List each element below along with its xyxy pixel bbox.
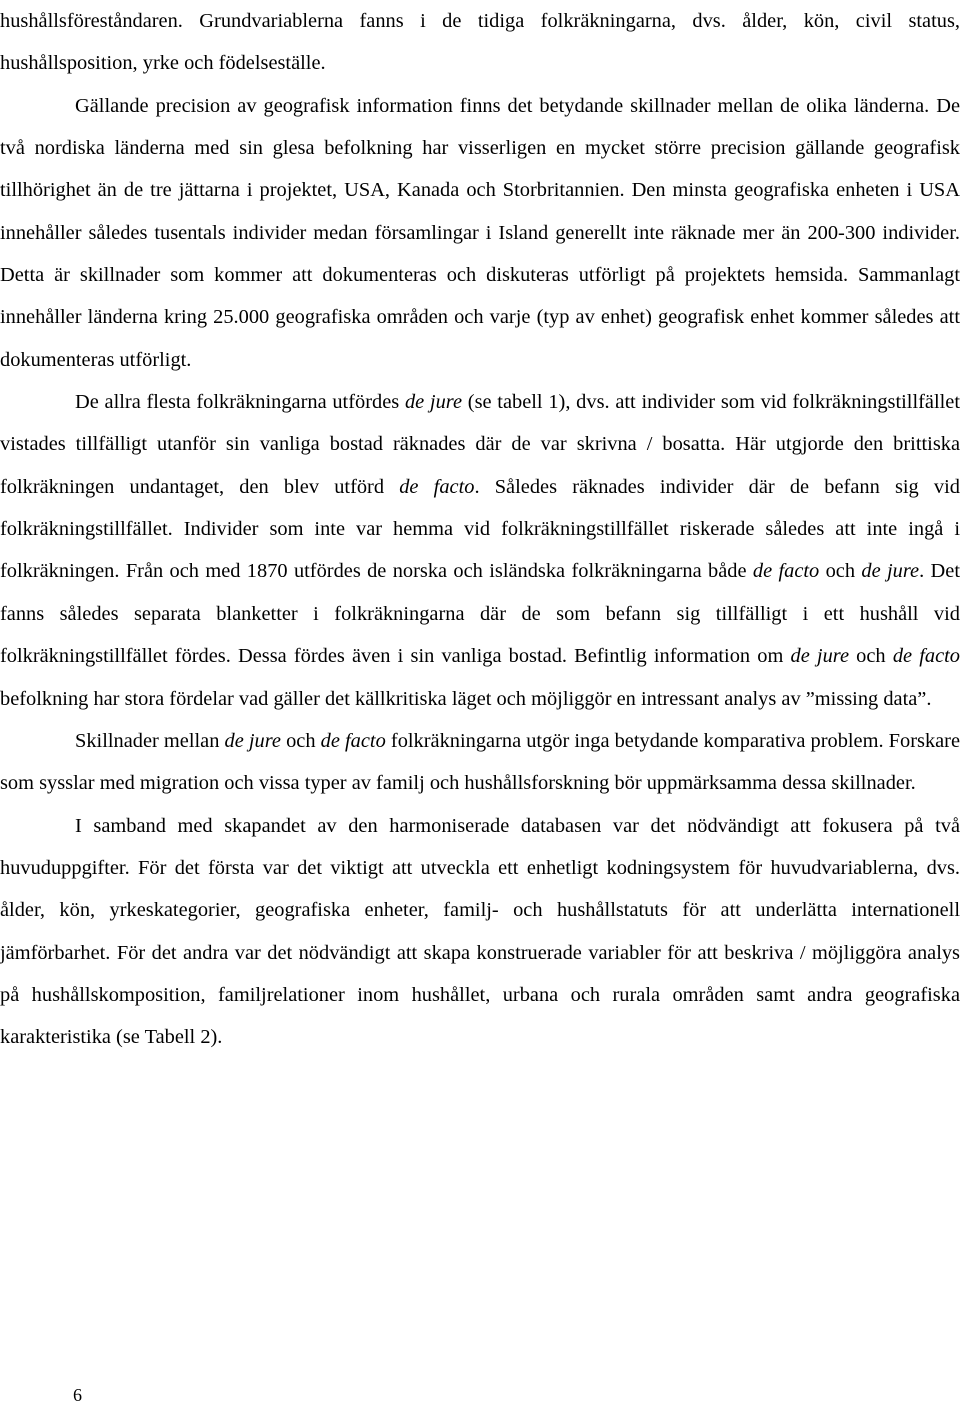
italic-term: de jure (404, 391, 463, 414)
page-number: 6 (73, 1385, 82, 1405)
text-run: befolkning har stora fördelar vad gäller det källkritiska läget och möjliggör en intressant analys av ”missing data”. (0, 687, 932, 710)
text-run: och (819, 560, 862, 583)
text-run: och (280, 729, 321, 752)
italic-term: de jure (224, 729, 281, 752)
paragraph-5 (0, 805, 960, 1059)
text-run: och (849, 645, 893, 668)
italic-term: de jure (790, 645, 850, 668)
paragraph-3 (0, 381, 960, 720)
text-run: hushållsföreståndaren. Grundvariablerna fanns i de tidiga folkräkningarna, dvs. ålder, kön, civil status, hushållsposition, yrke och födelseställe. (0, 10, 960, 75)
italic-term: de jure (861, 560, 920, 583)
text-run: . Det fanns således separata blanketter i folkräkningarna där de som befann sig tillfälligt i ett hushåll vid folkräkningstillfället fördes. Dessa fördes även i sin vanliga bostad. Befintlig information om (0, 560, 960, 668)
paragraph-2 (0, 85, 960, 381)
text-run: (se tabell 1), dvs. att individer som vid folkräkningstillfället vistades tillfälligt utanför sin vanliga bostad räknades där de var skrivna / bosatta. Här utgjorde den brittiska folkräkningen undantaget, den blev utförd (0, 391, 960, 498)
text-run: Gällande precision av geografisk information finns det betydande skillnader mellan de olika länderna. De två nordiska länderna med sin glesa befolkning har visserligen en mycket större precision gällande geografisk tillhörighet än de tre jättarna i projektet, USA, Kanada och Storbritannien. Den minsta geografiska enheten i USA innehåller således tusentals individer medan församlingar i Island generellt inte räknade mer än 200-300 individer. Detta är skillnader som kommer att dokumenteras och diskuteras utförligt på projektets hemsida. Sammanlagt innehåller länderna kring 25.000 geografiska områden och varje (typ av enhet) geografisk enhet kommer således att dokumenteras utförligt. (0, 94, 960, 371)
italic-term: de facto (752, 560, 820, 583)
text-run: De allra flesta folkräkningarna utfördes (75, 391, 405, 414)
paragraph-4 (0, 720, 960, 805)
text-run: Skillnader mellan (75, 729, 225, 752)
text-run: I samband med skapandet av den harmoniserade databasen var det nödvändigt att fokusera på två huvuduppgifter. För det första var det viktigt att utveckla ett enhetligt kodningsystem för huvudvariablerna, dvs. ålder, kön, yrkeskategorier, geografiska enheter, familj- och hushållstatuts för att underlätta internationell jämförbarhet. För det andra var det nödvändigt att skapa konstruerade variabler för att beskriva / möjliggöra analys på hushållskomposition, familjrelationer inom hushållet, urbana och rurala områden samt andra geografiska karakteristika (se Tabell 2). (0, 814, 960, 1049)
italic-term: de facto (320, 729, 386, 752)
italic-term: de facto (399, 475, 475, 498)
paragraph-1 (0, 0, 960, 85)
italic-term: de facto (892, 645, 960, 668)
text-run: . Således räknades individer där de befann sig vid folkräkningstillfället. Individer som inte var hemma vid folkräkningstillfället riskerade således att inte ingå i folkräkningen. Från och med 1870 utfördes de norska och isländska folkräkningarna både (0, 475, 960, 583)
text-run: folkräkningarna utgör inga betydande komparativa problem. Forskare som sysslar med migration och vissa typer av familj och hushållsforskning bör uppmärksamma dessa skillnader. (0, 729, 960, 795)
